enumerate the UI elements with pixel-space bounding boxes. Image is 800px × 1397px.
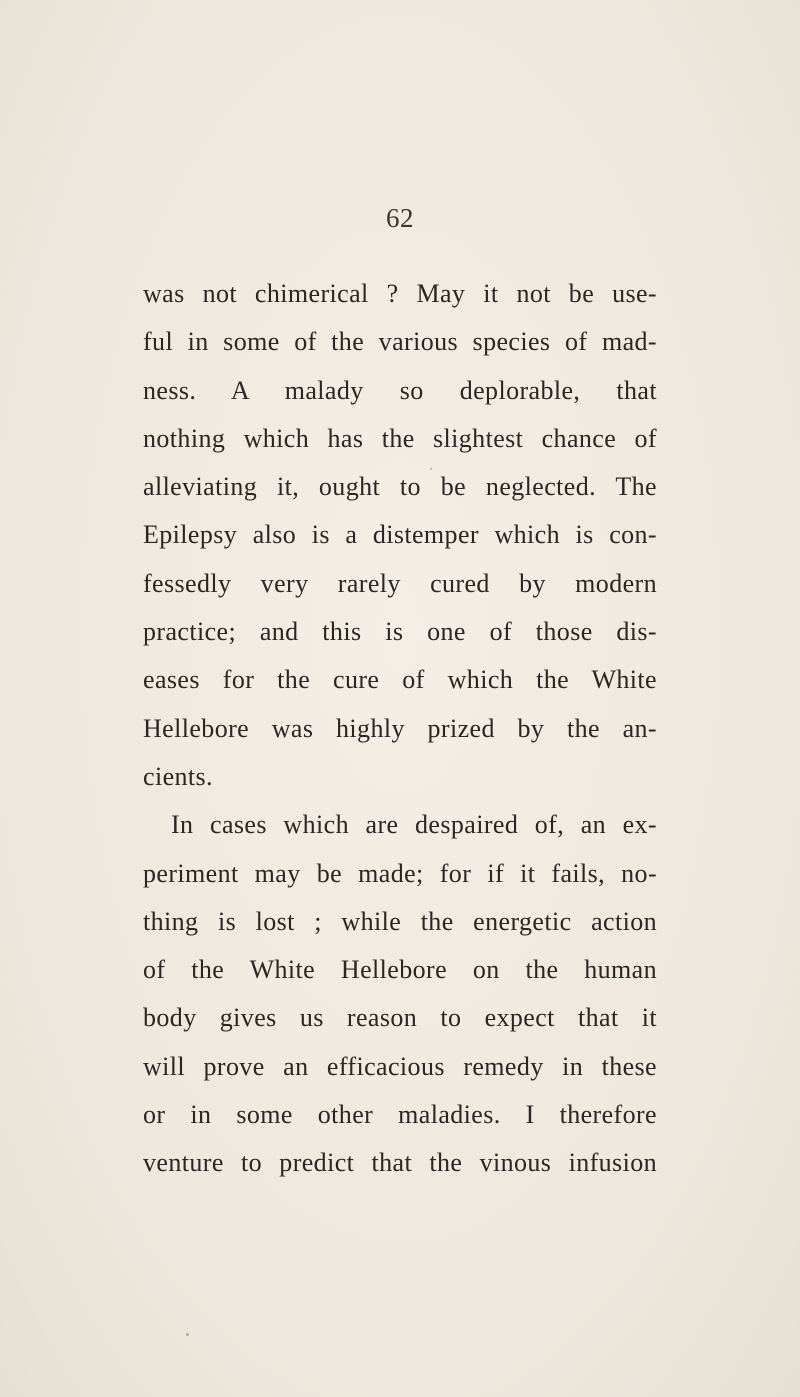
- text-line: fessedly very rarely cured by modern: [143, 568, 657, 598]
- text-line: thing is lost ; while the energetic action: [143, 906, 657, 936]
- text-line: practice; and this is one of those dis-: [143, 617, 657, 647]
- text-line: Hellebore was highly prized by the an-: [143, 713, 657, 743]
- text-line: venture to predict that the vinous infusion: [143, 1148, 657, 1178]
- text-line: of the White Hellebore on the human: [143, 955, 657, 985]
- text-line: eases for the cure of which the White: [143, 665, 657, 695]
- page-number: 62: [386, 203, 414, 233]
- text-line: or in some other maladies. I therefore: [143, 1100, 657, 1130]
- paper-speck: [430, 468, 432, 470]
- text-line: was not chimerical ? May it not be use-: [143, 279, 657, 308]
- text-line: cients.: [143, 761, 213, 791]
- text-line: Epilepsy also is a distemper which is con-: [143, 520, 657, 550]
- text-line: ness. A malady so deplorable, that: [143, 375, 657, 405]
- text-line: periment may be made; for if it fails, no-: [143, 858, 657, 888]
- text-line: will prove an efficacious remedy in these: [143, 1051, 657, 1081]
- body-text: [143, 270, 657, 1188]
- text-line: In cases which are despaired of, an ex-: [171, 810, 657, 840]
- paper-speck: [186, 1333, 189, 1336]
- text-line: nothing which has the slightest chance of: [143, 423, 657, 453]
- text-line: ful in some of the various species of mad-: [143, 327, 657, 357]
- text-line: alleviating it, ought to be neglected. The: [143, 472, 657, 502]
- text-line: body gives us reason to expect that it: [143, 1003, 657, 1033]
